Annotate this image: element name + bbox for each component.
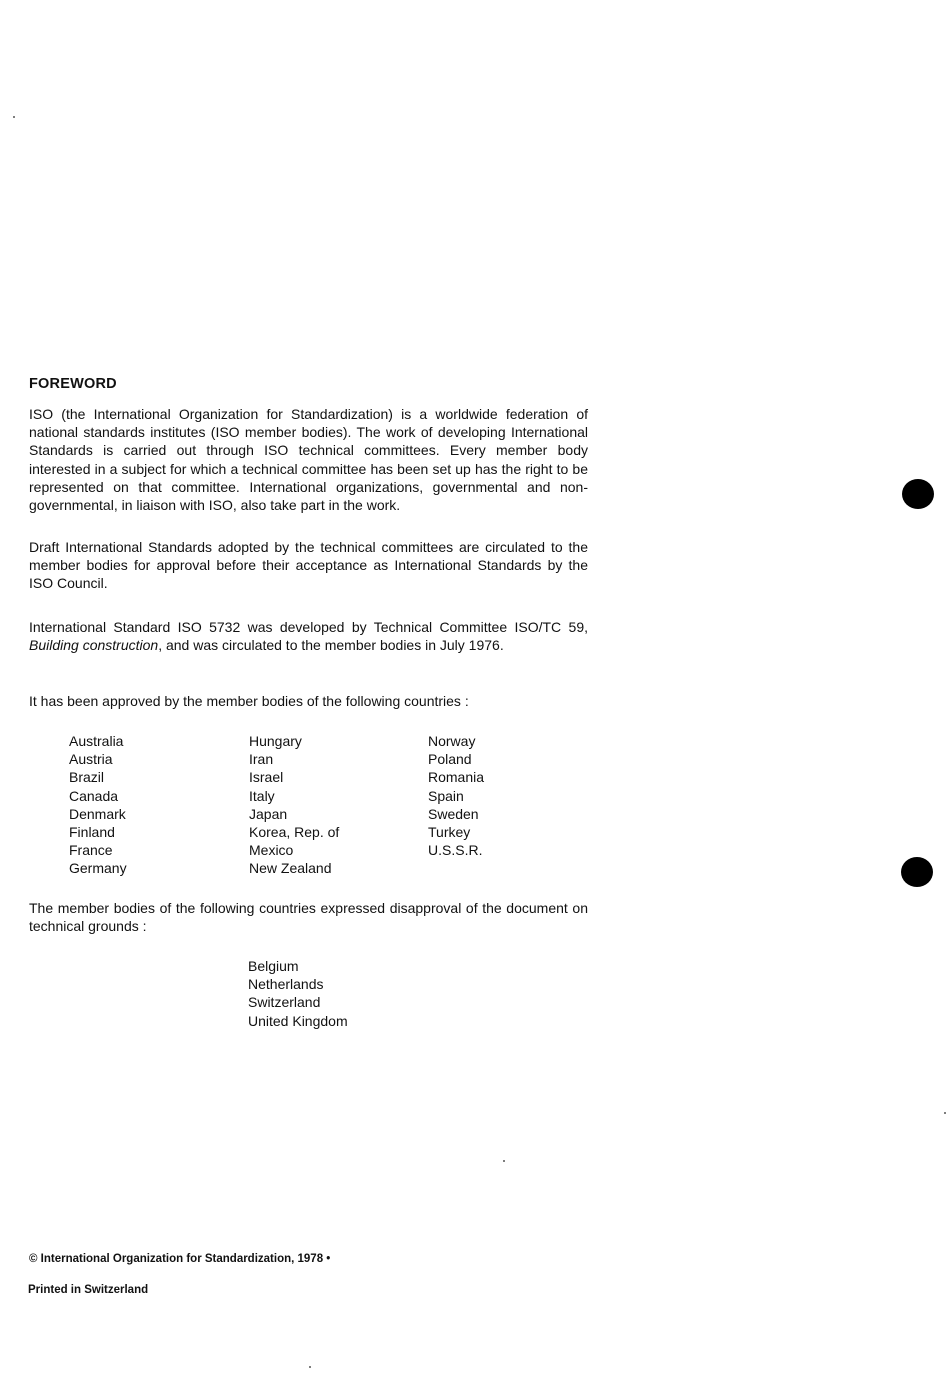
country-item: Turkey — [428, 824, 471, 841]
country-item: Norway — [428, 733, 476, 749]
paragraph-3-text-after: , and was circulated to the member bodies in July 1976. — [158, 637, 504, 654]
foreword-paragraph-2: Draft International Standards adopted by the technical committees are circulated to the member bodies for approval before their acceptance as International Standards by the ISO Council. — [29, 539, 588, 592]
scan-speck — [309, 1366, 311, 1368]
country-item: Israel — [249, 769, 284, 786]
country-item: Sweden — [428, 805, 479, 822]
country-item: Switzerland — [248, 994, 321, 1011]
printed-in-note: Printed in Switzerland — [28, 1284, 149, 1296]
committee-title: Building construction — [29, 637, 159, 654]
foreword-paragraph-3 — [29, 618, 588, 654]
country-item: Brazil — [69, 769, 105, 786]
country-item: Belgium — [248, 958, 299, 974]
country-item: Mexico — [249, 842, 294, 859]
country-item: New Zealand — [249, 860, 332, 877]
country-item: Australia — [69, 733, 124, 749]
country-item: Romania — [428, 769, 485, 786]
approving-countries-column-2 — [249, 732, 339, 878]
scan-speck — [503, 1160, 505, 1162]
country-item: Netherlands — [248, 976, 324, 993]
approving-countries-column-3 — [428, 732, 484, 859]
foreword-paragraph-5: The member bodies of the following countries expressed disapproval of the document on technical grounds : — [29, 900, 588, 935]
country-item: Germany — [69, 860, 127, 877]
country-item: Italy — [249, 787, 275, 804]
country-item: Spain — [428, 787, 464, 804]
country-item: United Kingdom — [248, 1012, 348, 1029]
paragraph-3-text-before: International Standard ISO 5732 was developed by Technical Committee ISO/TC 59, — [29, 619, 588, 635]
foreword-heading: FOREWORD — [29, 376, 117, 392]
country-item: Japan — [249, 805, 288, 822]
country-item: Denmark — [69, 805, 126, 822]
country-item: Korea, Rep. of — [249, 824, 340, 841]
approving-countries-column-1 — [69, 732, 127, 878]
disapproving-countries-list — [248, 957, 348, 1030]
punch-hole-dot-icon — [901, 857, 933, 887]
country-item: Finland — [69, 824, 115, 841]
punch-hole-dot-icon — [902, 479, 934, 509]
country-item: Canada — [69, 787, 119, 804]
scan-speck — [944, 1112, 946, 1114]
country-item: U.S.S.R. — [428, 842, 483, 859]
foreword-paragraph-4: It has been approved by the member bodies of the following countries : — [29, 693, 469, 709]
copyright-notice: © International Organization for Standardization, 1978 • — [29, 1253, 331, 1265]
country-item: France — [69, 842, 113, 859]
foreword-paragraph-1: ISO (the International Organization for Standardization) is a worldwide federation of national standards institutes (ISO member bodies). The work of developing International Standards is carried out through ISO technical committees. Every member body interested in a subject for which a technical committee has been set up has the right to be represented on that committee. International organizations, governmental and non-governmental, in liaison with ISO, also take part in the work. — [29, 406, 588, 514]
country-item: Poland — [428, 751, 472, 768]
country-item: Austria — [69, 751, 113, 768]
country-item: Hungary — [249, 733, 302, 749]
country-item: Iran — [249, 751, 274, 768]
scan-speck — [13, 116, 15, 118]
